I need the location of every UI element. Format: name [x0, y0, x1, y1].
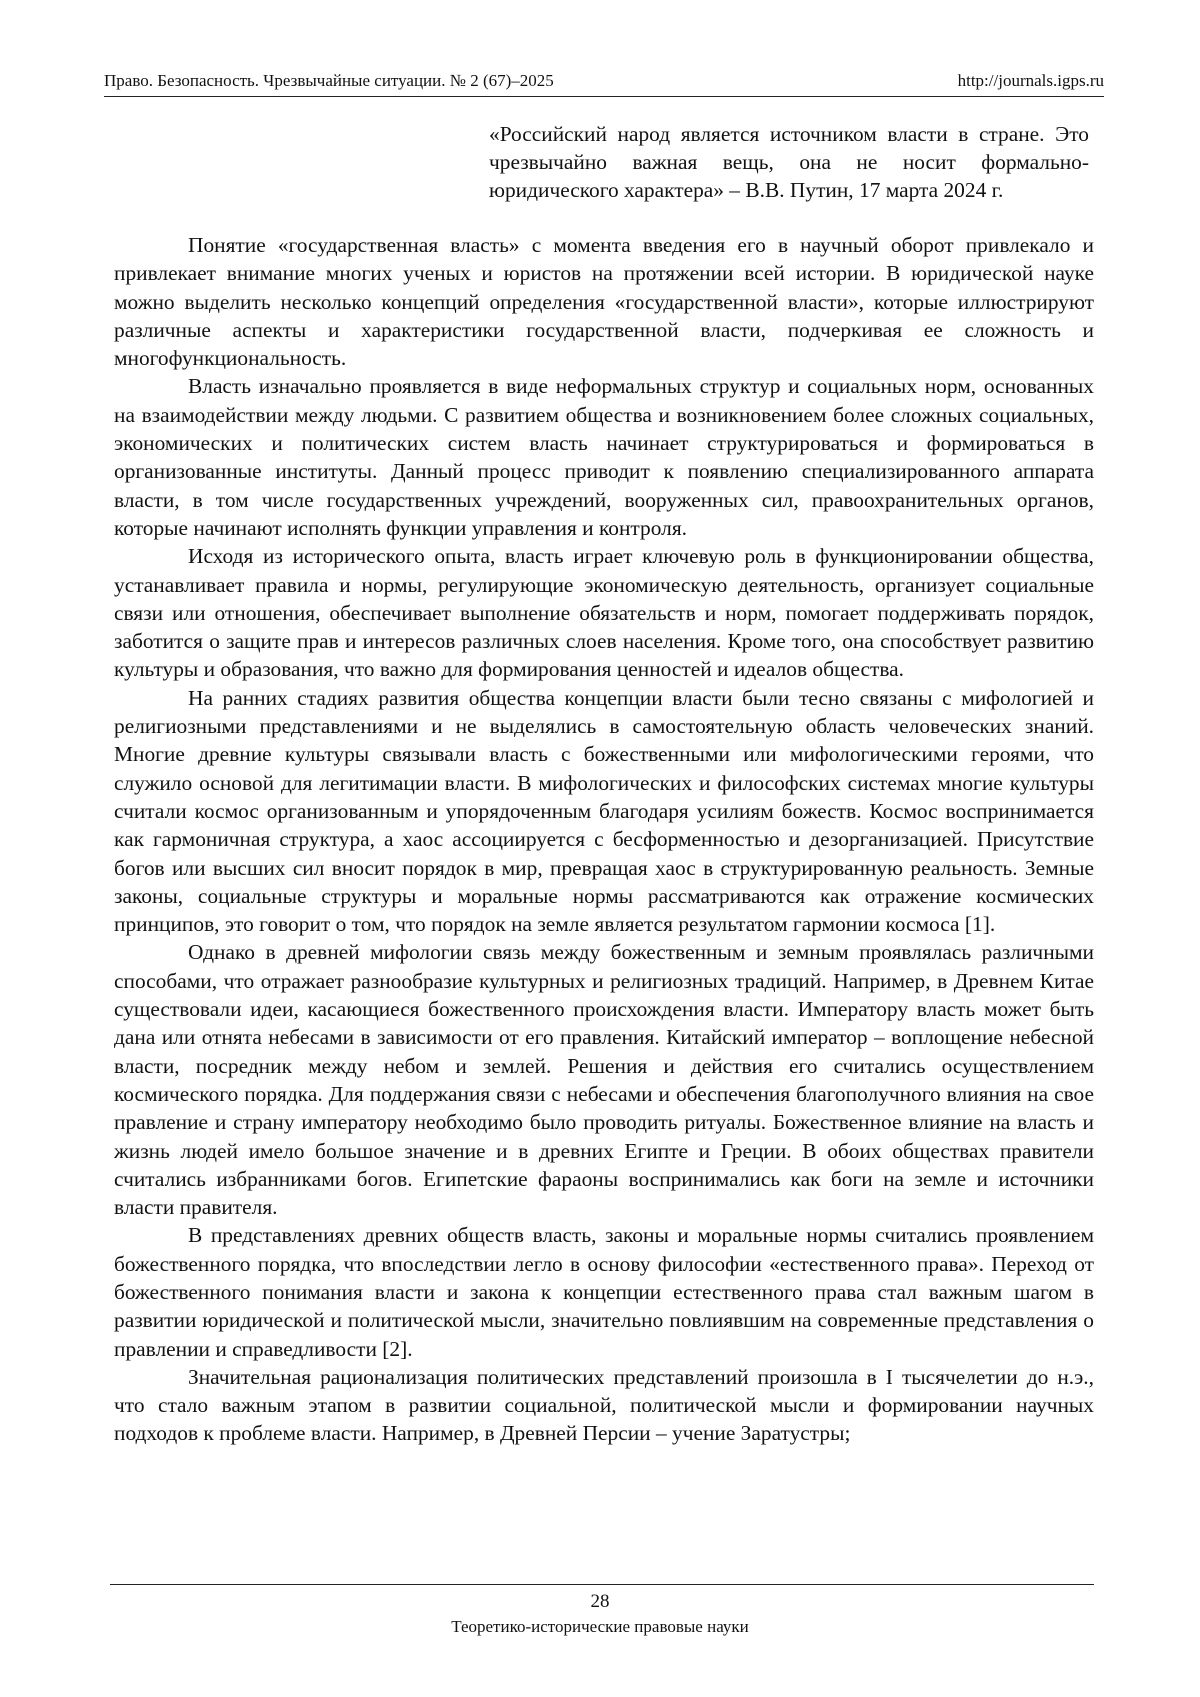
- epigraph-quote: «Российский народ является источником власти в стране. Это чрезвычайно важная вещь, она не носит формально-юридического характера» – В.В. Путин, 17 марта 2024 г.: [489, 122, 1089, 202]
- paragraph: На ранних стадиях развития общества концепции власти были тесно связаны с мифологией и религиозными представлениями и не выделялись в самостоятельную область человеческих знаний. Многие древние культуры связывали власть с божественными или мифологическими героями, что служило основой для легитимации власти. В мифологических и философских системах многие культуры считали космос организованным и упорядоченным благодаря усилиям божеств. Космос воспринимается как гармоничная структура, а хаос ассоциируется с бесформенностью и дезорганизацией. Присутствие богов или высших сил вносит порядок в мир, превращая хаос в структурированную реальность. Земные законы, социальные структуры и моральные нормы рассматриваются как отражение космических принципов, это говорит о том, что порядок на земле является результатом гармонии космоса [1].: [114, 685, 1094, 937]
- article-body: [114, 231, 1094, 1448]
- paragraph: Власть изначально проявляется в виде неформальных структур и социальных норм, основанных на взаимодействии между людьми. С развитием общества и возникновением более сложных социальных, экономических и политических систем власть начинает структурироваться и формироваться в организованные институты. Данный процесс приводит к появлению специализированного аппарата власти, в том числе государственных учреждений, вооруженных сил, правоохранительных органов, которые начинают исполнять функции управления и контроля.: [114, 374, 1094, 540]
- journal-url[interactable]: http://journals.igps.ru: [957, 71, 1104, 90]
- journal-title: Право. Безопасность. Чрезвычайные ситуации. № 2 (67)–2025: [104, 71, 554, 90]
- section-title: Теоретико-исторические правовые науки: [451, 1617, 749, 1636]
- footer-divider: [110, 1584, 1094, 1585]
- paragraph: В представлениях древних обществ власть, законы и моральные нормы считались проявлением божественного порядка, что впоследствии легло в основу философии «естественного права». Переход от божественного понимания власти и закона к концепции естественного права стал важным шагом в развитии юридической и политической мысли, значительно повлиявшим на современные представления о правлении и справедливости [2].: [114, 1223, 1094, 1361]
- epigraph: [489, 120, 1089, 204]
- paragraph: Значительная рационализация политических представлений произошла в I тысячелетии до н.э., что стало важным этапом в развитии социальной, политической мысли и формировании научных подходов к проблеме власти. Например, в Древней Персии – учение Заратустры;: [114, 1364, 1094, 1446]
- paragraph: Понятие «государственная власть» с момента введения его в научный оборот привлекало и привлекает внимание многих ученых и юристов на протяжении всей истории. В юридической науке можно выделить несколько концепций определения «государственной власти», которые иллюстрируют различные аспекты и характеристики государственной власти, подчеркивая ее сложность и многофункциональность.: [114, 233, 1094, 371]
- paragraph: Исходя из исторического опыта, власть играет ключевую роль в функционировании общества, устанавливает правила и нормы, регулирующие экономическую деятельность, организует социальные связи или отношения, обеспечивает выполнение обязательств и норм, помогает поддерживать порядок, заботится о защите прав и интересов различных слоев населения. Кроме того, она способствует развитию культуры и образования, что важно для формирования ценностей и идеалов общества.: [114, 544, 1094, 682]
- running-header: [104, 70, 1104, 97]
- page-number: 28: [590, 1591, 610, 1612]
- paragraph: Однако в древней мифологии связь между божественным и земным проявлялась различными способами, что отражает разнообразие культурных и религиозных традиций. Например, в Древнем Китае существовали идеи, касающиеся божественного происхождения власти. Императору власть может быть дана или отнята небесами в зависимости от его правления. Китайский император – воплощение небесной власти, посредник между небом и землей. Решения и действия его считались осуществлением космического порядка. Для поддержания связи с небесами и обеспечения благополучного влияния на свое правление и страну императору необходимо было проводить ритуалы. Божественное влияние на власть и жизнь людей имело большое значение и в древних Египте и Греции. В обоих обществах правители считались избранниками богов. Египетские фараоны воспринимались как боги на земле и источники власти правителя.: [114, 940, 1094, 1220]
